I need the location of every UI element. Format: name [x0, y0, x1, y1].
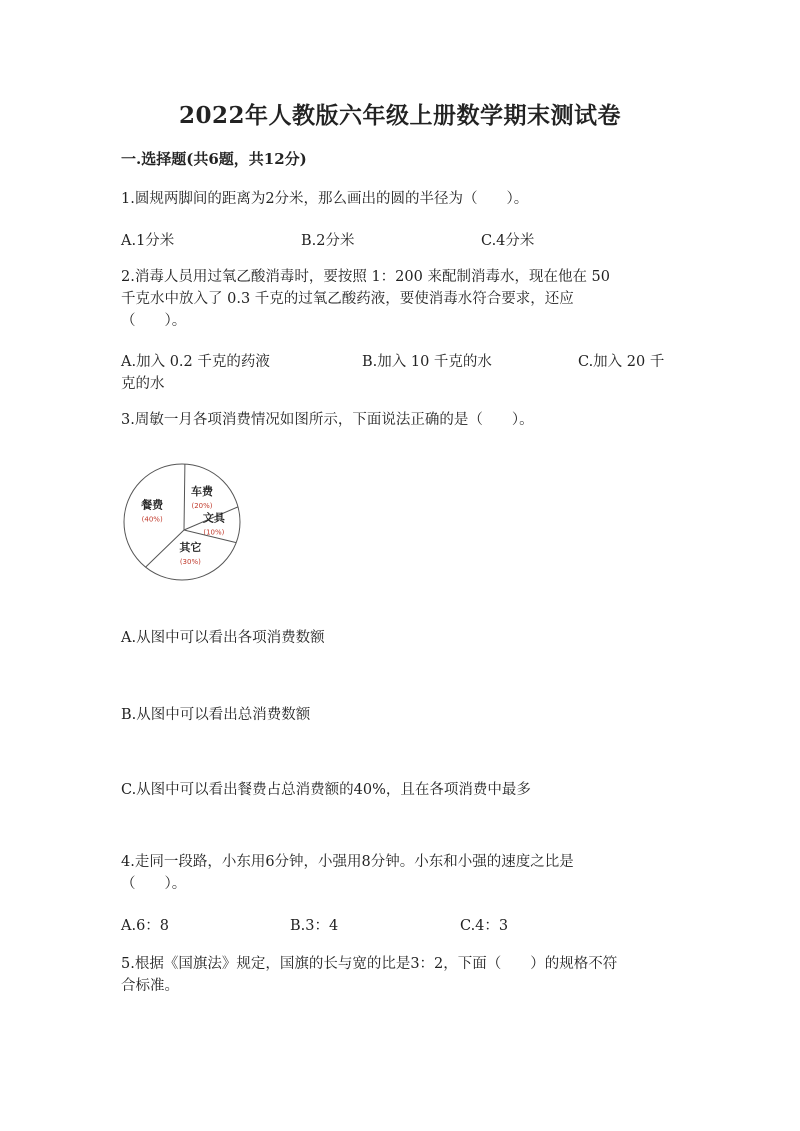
question-4-text-line-1: 4.走同一段路，小东用6分钟，小强用8分钟。小东和小强的速度之比是 — [121, 854, 574, 870]
consumption-pie-chart — [112, 452, 252, 592]
question-3-option-c[interactable]: C.从图中可以看出餐费占总消费额的40%，且在各项消费中最多 — [121, 782, 531, 798]
question-2-option-c[interactable]: C.加入 20 千 — [578, 354, 665, 370]
question-1-option-c[interactable]: C.4分米 — [481, 233, 535, 249]
question-2-option-b[interactable]: B.加入 10 千克的水 — [362, 354, 492, 370]
pie-slice-4-label: 餐费 — [141, 498, 164, 512]
pie-slice-2-value: (10%) — [203, 528, 225, 537]
question-2-option-c-cont: 克的水 — [121, 376, 165, 392]
question-1-option-a[interactable]: A.1分米 — [121, 233, 175, 249]
question-3-option-a[interactable]: A.从图中可以看出各项消费数额 — [121, 630, 325, 646]
question-3-option-b[interactable]: B.从图中可以看出总消费数额 — [121, 707, 311, 723]
question-2-text-line-3: （ ）。 — [121, 313, 187, 329]
question-4-text-line-2: （ ）。 — [121, 876, 187, 892]
pie-slice-3-label: 其它 — [179, 540, 202, 554]
pie-slice-3-value: (30%) — [179, 557, 201, 566]
section-heading: 一.选择题(共6题，共12分) — [121, 150, 307, 168]
pie-slice-2-label: 文具 — [202, 511, 225, 525]
page-title: 2022年人教版六年级上册数学期末测试卷 — [178, 102, 621, 129]
question-2-text-line-1: 2.消毒人员用过氧乙酸消毒时，要按照 1：200 来配制消毒水，现在他在 50 — [121, 269, 611, 285]
question-1-option-b[interactable]: B.2分米 — [301, 233, 355, 249]
pie-slice-1-value: (20%) — [191, 502, 213, 511]
question-4-option-c[interactable]: C.4：3 — [460, 918, 509, 934]
question-2-text-line-2: 千克水中放入了 0.3 千克的过氧乙酸药液，要使消毒水符合要求，还应 — [121, 291, 574, 307]
question-5-text-line-2: 合标准。 — [121, 978, 179, 994]
question-1-text: 1.圆规两脚间的距离为2分米，那么画出的圆的半径为（ ）。 — [121, 191, 529, 207]
question-3-text: 3.周敏一月各项消费情况如图所示，下面说法正确的是（ ）。 — [121, 412, 534, 428]
question-2-option-a[interactable]: A.加入 0.2 千克的药液 — [121, 354, 270, 370]
pie-slice-4-value: (40%) — [141, 515, 163, 524]
question-5-text-line-1: 5.根据《国旗法》规定，国旗的长与宽的比是3：2，下面（ ）的规格不符 — [121, 956, 618, 972]
question-4-option-b[interactable]: B.3：4 — [290, 918, 339, 934]
pie-slice-1-label: 车费 — [191, 485, 214, 499]
question-4-option-a[interactable]: A.6：8 — [121, 918, 170, 934]
